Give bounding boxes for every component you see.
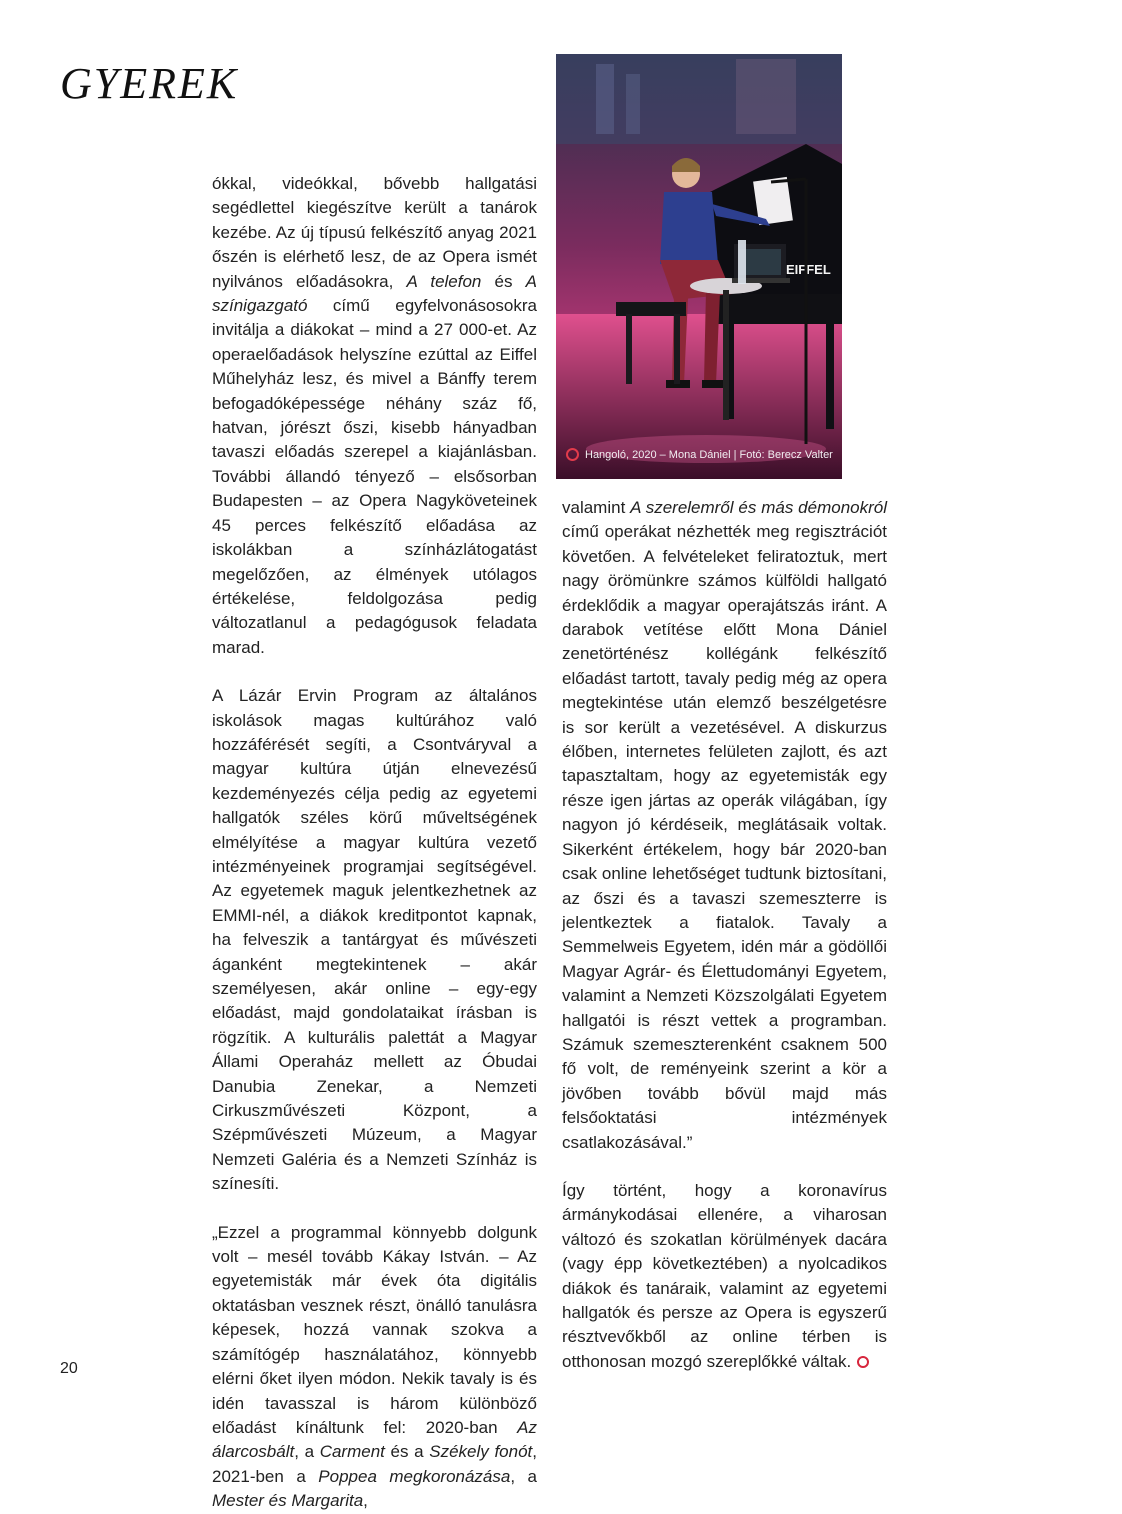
text-run: című egyfelvonásosokra invitálja a diákokat – mind a 27 000-et. Az operaelőadások helyszíne ezúttal az Eiffel Műhelyház lesz, és mivel a Bánffy terem befogadóképessége néhány száz fő, hatvan, jórészt őszi, kisebb hányadban tavaszi előadás szerepel a kiajánlásban. További állandó tényező – elsősorban Budapesten – az Opera Nagyköveteinek 45 perces felkészítő előadása az iskolákban a színházlátogatást megelőzően, az élmények utólagos értékelése, feldolgozása pedig változatlanul a pedagógusok feladata marad. [212,296,537,657]
opera-title: A telefon [406,271,482,291]
opera-title: A szerelemről és más démonokról [630,498,887,517]
text-run: valamint [562,498,631,517]
opera-title: Carment [319,1442,385,1462]
text-run: című operákat nézhették meg regisztrációt követően. A felvételeket feliratoztuk, mert nagy örömünkre számos külföldi hallgató érdeklődik a magyar operajátszás iránt. A darabok vetítése előtt Mona Dániel zenetörténész kollégánk felkészítő előadást tartott, tavaly pedig még az opera megtekintése után elemző beszélgetésre is sor került a vezetésével. A diskurzus élőben, internetes felületen zajlott, és azt tapasztaltam, hogy az egyetemisták egy része igen jártas az operák világában, így nagyon jó kérdéseik, meglátásaik voltak. Sikerként értékelem, hogy bár 2020-ban csak online lehetőséget tudtunk biztosítani, az őszi és a tavaszi szemeszterre is jelentkeztek a fiatalok. Tavaly a Semmelweis Egyetem, idén már a gödöllői Magyar Agrár- és Élettudományi Egyetem, valamint a Nemzeti Közszolgálati Egyetem hallgatói is részt vettek a programban. Számuk szemeszterenként csaknem 500 fő volt, de reményeink szerint a kör a jövőben tovább bővül majd más felsőoktatási intézmények csatlakozásával.” [562,522,887,1152]
photo-caption-text: Hangoló, 2020 – Mona Dániel | Fotó: Berecz Valter [585,448,833,461]
end-mark-icon [857,1356,869,1368]
page-number: 20 [60,1360,78,1377]
text-run: és [481,271,526,291]
right-paragraph-2 [562,1179,887,1374]
opera-title: A színigazgató [212,271,537,316]
opera-title: Poppea megkoronázása [318,1466,511,1486]
backdrop-text: EIFFEL [786,262,831,277]
left-paragraph-2: A Lázár Ervin Program az általános iskolások magas kultúrához való hozzáférését segíti, a Csontváryval a magyar kultúra útján elnevezésű kezdeményezés célja pedig az egyetemi hallgatók széles körű műveltségének elmélyítése a magyar kultúra vezető intézményeinek programjai segítségével. Az egyetemek maguk jelentkezhetnek az EMMI-nél, a diákok kreditpontot kapnak, ha felveszik a tantárgyat és művészeti áganként megtekintenek – akár személyesen, akár online – egy-egy előadást, majd gondolataikat írásban is rögzítik. A kulturális palettát a Magyar Állami Operaház mellett az Óbudai Danubia Zenekar, a Nemzeti Cirkuszművészeti Központ, a Szépművészeti Múzeum, a Magyar Nemzeti Galéria és a Nemzeti Színház is színesíti. [212,686,537,1194]
text-run: , 2021-ben a [212,1442,537,1486]
text-run: , a [510,1466,538,1486]
left-paragraph-3 [212,1221,537,1514]
text-run: „Ezzel a programmal könnyebb dolgunk volt – mesél tovább Kákay István. – Az egyetemisták már évek óta digitális oktatásban vesznek részt, önálló tanulásra képesek, hozzá vannak szokva a számítógép használatához, könnyebb elérni őket ilyen módon. Nekik tavaly is és idén tavasszal is három különböző előadást kínáltunk fel: 2020-ban [212,1222,537,1437]
caption-ring-icon [566,448,579,461]
right-paragraph-1 [562,496,887,1155]
right-column [562,496,887,1374]
opera-title: Az álarcosbált [212,1417,537,1462]
photo-caption [566,448,833,461]
text-run: , a [294,1442,320,1462]
text-run: ókkal, videókkal, bővebb hallgatási segédlettel kiegészítve került a tanárok kezébe. Az új típusú felkészítő anyag 2021 őszén is elérhető lesz, de az Opera ismét nyilvános előadásokra, [212,174,537,291]
pianist-illustration [556,54,842,479]
text-run: és a [384,1442,430,1462]
concert-photo [556,54,842,479]
section-title: GYEREK [60,59,239,108]
opera-title: Mester és Margarita [212,1491,364,1511]
text-run: , [363,1491,368,1511]
opera-title: Székely fonót [429,1442,533,1462]
text-run: Így történt, hogy a koronavírus ármánykodásai ellenére, a viharosan változó és szokatlan körülmények dacára (vagy épp következtében) a nyolcadikos diákok és tanáraik, valamint az egyetemi hallgatók és persze az Opera is egyszerű résztvevőkből az online térben is otthonosan mozgó szereplőkké váltak. [562,1180,887,1371]
left-paragraph-1 [212,172,537,660]
left-column [212,172,537,1514]
